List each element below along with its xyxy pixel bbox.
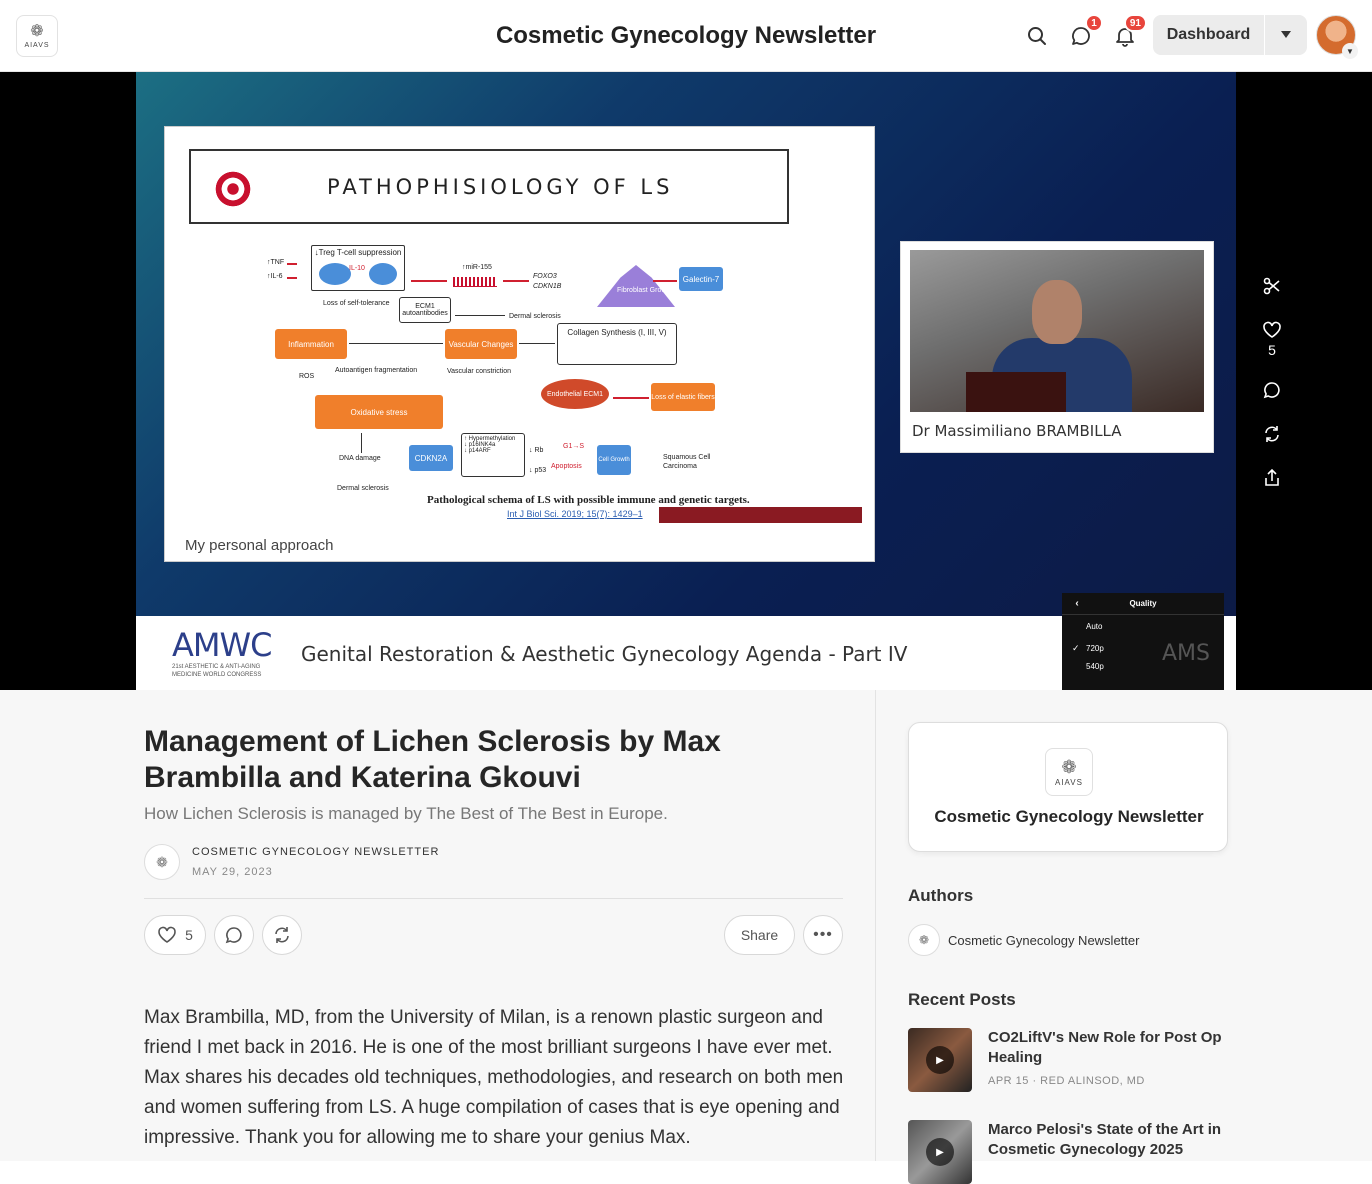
target-icon [211, 167, 255, 211]
endothelial-label: Endothelial ECM1 [546, 390, 604, 398]
quality-menu [1062, 593, 1224, 690]
elastic-node [651, 383, 715, 411]
ecm1-label: ECM1 autoantibodies [402, 303, 448, 317]
logo-text: AIAVS [24, 41, 50, 49]
author-name[interactable]: Cosmetic Gynecology Newsletter [948, 933, 1140, 948]
amwc-logo: AMWC [172, 626, 272, 664]
author-avatar[interactable]: ❁ [908, 924, 940, 956]
dashboard-dropdown-button[interactable] [1265, 15, 1307, 55]
clip-button[interactable] [1254, 268, 1290, 304]
inhibit-line [411, 280, 447, 282]
play-icon: ▶ [926, 1046, 954, 1074]
search-button[interactable] [1023, 22, 1051, 50]
post-title: Management of Lichen Sclerosis by Max Brambilla and Katerina Gkouvi [144, 725, 721, 794]
recent-post-thumbnail[interactable] [908, 1120, 972, 1184]
scc-label: Squamous Cell Carcinoma [663, 454, 711, 470]
vascular-label: Vascular Changes [448, 339, 514, 349]
autoantigen-label: Autoantigen fragmentation [335, 367, 418, 374]
restack-button[interactable] [262, 915, 302, 955]
quality-option-label: 720p [1086, 643, 1104, 653]
speaker-name: Dr Massimiliano BRAMBILLA [912, 422, 1122, 440]
slide-citation: Int J Biol Sci. 2019; 15(7): 1429–1 [507, 509, 643, 519]
check-icon: ✓ [1072, 642, 1080, 653]
video-share-button[interactable] [1254, 460, 1290, 496]
vascular-node [445, 329, 517, 359]
dna-damage-label: DNA damage [339, 455, 381, 462]
hypermethylation-label: ↑ Hypermethylation [464, 436, 516, 442]
speaker-video [910, 250, 1204, 412]
inhibit-line [653, 280, 677, 282]
amwc-subtitle: 21st AESTHETIC & ANTI-AGING MEDICINE WORLD CONGRESS [172, 664, 262, 678]
ams-watermark: AMS [1162, 641, 1210, 666]
quality-menu-header [1062, 593, 1224, 615]
recent-post-title[interactable]: CO2LiftV's New Role for Post Op Healing [988, 1029, 1222, 1066]
share-icon [1262, 468, 1282, 488]
inflammation-label: Inflammation [288, 339, 334, 349]
avatar-caret-icon[interactable]: ▼ [1342, 43, 1358, 59]
publication-card-name: Cosmetic Gynecology Newsletter [934, 807, 1204, 826]
restack-icon [1262, 424, 1282, 444]
slide-title: PATHOPHISIOLOGY OF LS [327, 175, 674, 199]
loss-tolerance-label: Loss of self-tolerance [323, 300, 390, 307]
uterus-logo-icon: ❁ [30, 22, 44, 40]
dermal-sclerosis-label-2: Dermal sclerosis [337, 485, 389, 492]
post-content-area [0, 690, 1372, 1161]
cell-growth-label: Cell Growth [598, 457, 630, 463]
arrow-line [519, 343, 555, 344]
mir155-label: ↑miR-155 [462, 264, 492, 271]
comment-button[interactable] [214, 915, 254, 955]
foxo3-label: FOXO3 [533, 273, 557, 280]
share-button[interactable]: Share [724, 915, 795, 955]
arrow-line [349, 343, 443, 344]
author-avatar[interactable]: ❁ [144, 844, 180, 880]
dashboard-button-group [1153, 15, 1307, 55]
p16-label: ↓ p16INK4a [464, 442, 496, 448]
like-button[interactable] [144, 915, 206, 955]
video-action-rail [1254, 268, 1290, 504]
comment-icon [224, 925, 244, 945]
endothelial-node [541, 379, 609, 409]
cdkn1b-label: CDKN1B [533, 283, 562, 290]
slide-caption: Pathological schema of LS with possible immune and genetic targets. [427, 494, 750, 506]
byline-publication[interactable]: COSMETIC GYNECOLOGY NEWSLETTER [192, 846, 440, 858]
divider [144, 898, 843, 899]
oxidative-label: Oxidative stress [350, 407, 408, 417]
heart-icon [157, 925, 177, 945]
column-divider [875, 690, 876, 1161]
quality-menu-title: Quality [1129, 599, 1157, 608]
treg-cell-node [319, 263, 351, 285]
cdkn2a-node [409, 445, 453, 471]
quality-option-label: 540p [1086, 661, 1104, 671]
agenda-title: Genital Restoration & Aesthetic Gynecology Agenda - Part IV [301, 642, 908, 666]
presentation-slide [164, 126, 875, 562]
top-bar [0, 0, 1372, 72]
galectin-node [679, 267, 723, 291]
ellipsis-icon: ••• [813, 926, 833, 943]
post-date: MAY 29, 2023 [192, 866, 273, 878]
speaker-podium [966, 372, 1066, 412]
chat-button[interactable] [1067, 17, 1097, 50]
publication-card-logo [1045, 748, 1093, 796]
inhibit-line [613, 397, 649, 399]
recent-post-title[interactable]: Marco Pelosi's State of the Art in Cosmetic Gynecology 2025 [988, 1121, 1222, 1158]
recent-post-meta: APR 15 · RED ALINSOD, MD [988, 1075, 1145, 1087]
tnf-label: ↑TNF [267, 259, 285, 266]
il10-label: IL-10 [349, 265, 365, 272]
dashboard-button[interactable]: Dashboard [1153, 15, 1265, 55]
ros-label: ROS [299, 373, 315, 380]
play-icon: ▶ [926, 1138, 954, 1166]
publication-title[interactable]: Cosmetic Gynecology Newsletter [495, 22, 877, 49]
post-body: Max Brambilla, MD, from the University of Milan, is a renown plastic surgeon and friend I met back in 2016. He is one of the most brilliant surgeons I have ever met. Max shares his decades old techniques, methodologies, and research on both men and women suffering from LS. A huge compilation of cases that is eye opening and impressive. Thank you for allowing me to share your genius Max. [144, 1007, 844, 1148]
notifications-badge: 91 [1124, 14, 1147, 32]
collagen-box [557, 323, 677, 365]
fibroblast-label: Fibroblast Growth [617, 287, 673, 294]
restack-icon [272, 925, 292, 945]
video-comment-button[interactable] [1254, 372, 1290, 408]
inflammation-node [275, 329, 347, 359]
arrow-line [455, 315, 505, 316]
cell-growth-node [597, 445, 631, 475]
video-frame[interactable] [136, 72, 1236, 690]
notifications-button[interactable] [1111, 17, 1141, 50]
arrow-line [361, 433, 362, 453]
comment-icon [1262, 380, 1282, 400]
quality-option-auto[interactable] [1062, 615, 1224, 637]
collagen-label: Collagen Synthesis (I, III, V) [567, 328, 667, 337]
more-options-button[interactable] [803, 915, 843, 955]
back-chevron-icon[interactable]: ‹ [1075, 598, 1079, 609]
heart-icon [1262, 320, 1282, 340]
uterus-logo-icon: ❁ [1061, 756, 1077, 777]
inhibit-line [287, 263, 297, 265]
methylation-box [461, 433, 525, 477]
recent-posts-heading: Recent Posts [908, 990, 1016, 1009]
galectin-label: Galectin-7 [682, 274, 720, 284]
logo-text: AIAVS [1055, 777, 1083, 787]
rb-label: ↓ Rb [529, 447, 544, 454]
authors-heading: Authors [908, 886, 974, 905]
post-subtitle: How Lichen Sclerosis is managed by The Best of The Best in Europe. [144, 804, 668, 823]
mir155-glyph [453, 277, 497, 287]
search-icon [1026, 25, 1048, 47]
inhibit-line [287, 277, 297, 279]
effector-cell-node [369, 263, 397, 285]
institution-banner [659, 507, 862, 523]
inhibit-line [503, 280, 529, 282]
il6-label: ↑IL-6 [267, 273, 283, 280]
video-restack-button[interactable] [1254, 416, 1290, 452]
quality-option-label: Auto [1086, 621, 1103, 631]
p53-label: ↓ p53 [529, 467, 547, 474]
publication-card[interactable] [908, 722, 1228, 852]
video-player[interactable] [0, 72, 1372, 690]
cdkn2a-label: CDKN2A [414, 453, 448, 463]
oxidative-node [315, 395, 443, 429]
dermal-sclerosis-label: Dermal sclerosis [509, 313, 561, 320]
fibroblast-shape [597, 265, 675, 307]
vascular-constriction-label: Vascular constriction [447, 368, 512, 375]
scissors-icon [1262, 276, 1282, 296]
video-like-count: 5 [1268, 342, 1276, 358]
chat-badge: 1 [1085, 14, 1103, 32]
slide-note: My personal approach [185, 537, 334, 554]
p14-label: ↓ p14ARF [464, 448, 491, 454]
elastic-label: Loss of elastic fibers [651, 393, 715, 401]
ecm1-box [399, 297, 451, 323]
caret-down-icon [1281, 31, 1291, 39]
speaker-inset [900, 241, 1214, 453]
speaker-head [1032, 280, 1082, 344]
recent-post-thumbnail[interactable] [908, 1028, 972, 1092]
apoptosis-label: Apoptosis [551, 463, 582, 470]
like-count: 5 [185, 927, 193, 943]
g1s-label: G1→S [563, 443, 585, 450]
treg-label: ↓Treg T-cell suppression [314, 248, 402, 257]
